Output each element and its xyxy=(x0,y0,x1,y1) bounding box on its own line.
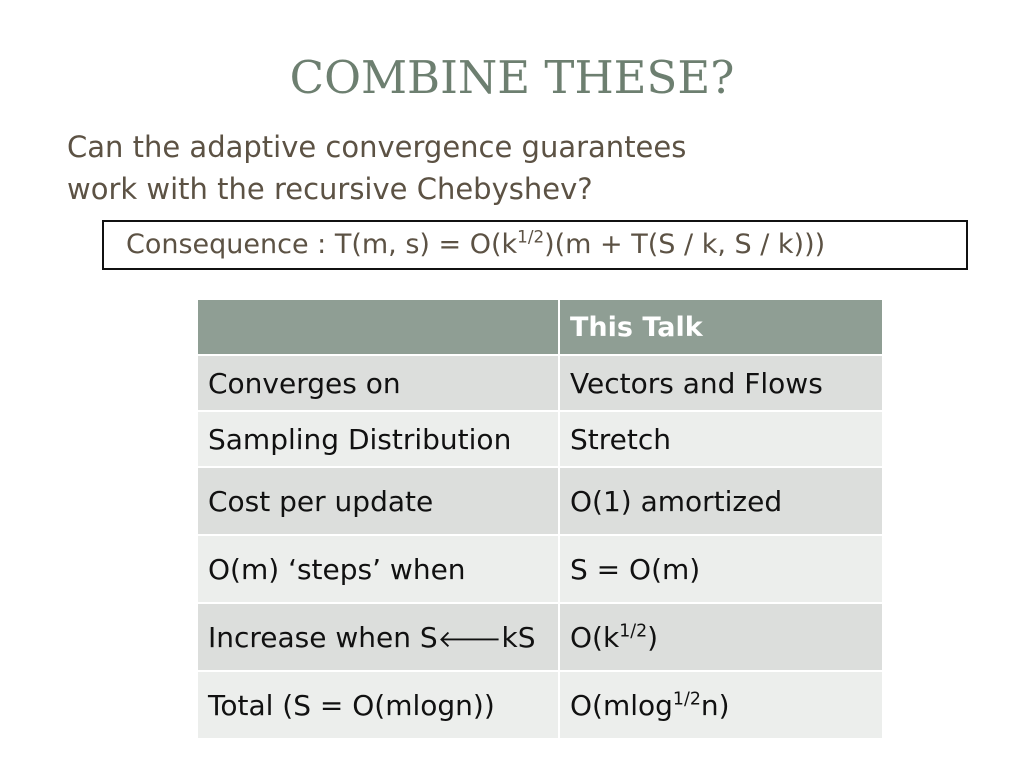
question-line-1: Can the adaptive convergence guarantees xyxy=(67,130,687,164)
row-value-suffix: ) xyxy=(647,620,659,654)
table-row xyxy=(197,355,883,411)
table-row xyxy=(197,535,883,603)
row-value xyxy=(559,603,883,671)
row-value-exponent: 1/2 xyxy=(672,688,701,709)
question-text xyxy=(67,126,887,210)
row-label: Converges on xyxy=(197,355,559,411)
row-label: Sampling Distribution xyxy=(197,411,559,467)
row-label-suffix: kS xyxy=(501,620,536,654)
row-value: Vectors and Flows xyxy=(559,355,883,411)
row-value-prefix: O(k xyxy=(570,620,620,654)
row-label: O(m) ‘steps’ when xyxy=(197,535,559,603)
header-cell-this-talk: This Talk xyxy=(559,299,883,355)
slide-title: COMBINE THESE? xyxy=(289,51,735,104)
question-line-2: work with the recursive Chebyshev? xyxy=(67,172,593,206)
row-value: S = O(m) xyxy=(559,535,883,603)
row-value: O(1) amortized xyxy=(559,467,883,535)
consequence-exponent: 1/2 xyxy=(517,226,545,247)
row-value-exponent: 1/2 xyxy=(619,620,648,641)
row-label: Cost per update xyxy=(197,467,559,535)
row-value-prefix: O(mlog xyxy=(570,688,673,722)
table-row xyxy=(197,411,883,467)
consequence-suffix: )(m + T(S / k, S / k))) xyxy=(544,229,826,260)
table-row xyxy=(197,467,883,535)
row-label: Total (S = O(mlogn)) xyxy=(197,671,559,739)
row-value xyxy=(559,671,883,739)
row-label-prefix: Increase when S xyxy=(208,620,438,654)
row-label xyxy=(197,603,559,671)
consequence-box xyxy=(102,220,968,270)
header-cell-empty xyxy=(197,299,559,355)
table-row xyxy=(197,603,883,671)
table-header-row xyxy=(197,299,883,355)
left-arrow-icon: 🡐 xyxy=(437,624,502,653)
row-value: Stretch xyxy=(559,411,883,467)
comparison-table xyxy=(196,298,884,740)
table-row xyxy=(197,671,883,739)
consequence-prefix: Consequence : T(m, s) = O(k xyxy=(126,229,518,260)
row-value-suffix: n) xyxy=(700,688,730,722)
